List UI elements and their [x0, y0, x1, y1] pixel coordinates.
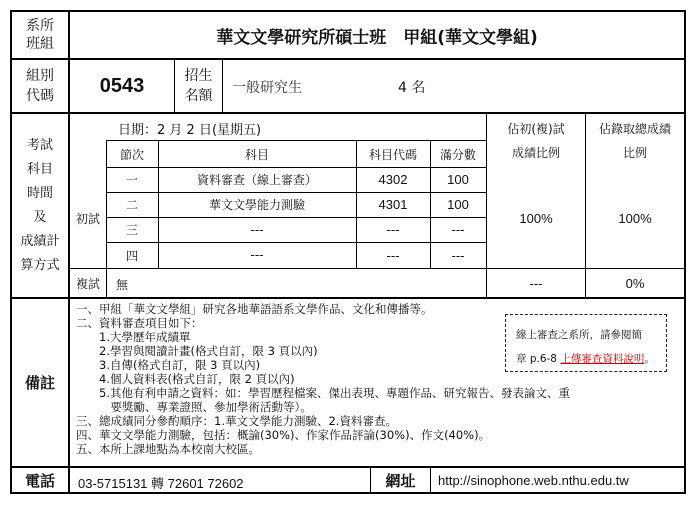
table-row-code: --- [386, 222, 400, 237]
quota-value: 4 名 [398, 80, 426, 96]
table-row-session: 一 [125, 173, 138, 187]
note-line: 4.個人資料表(格式自訂，限 2 頁以內) [76, 372, 295, 386]
online-review-notice [505, 314, 667, 372]
notice-prefix: 章 p.6-8 [516, 353, 561, 365]
note-line: 5.其他有利申請之資料：如：學習歷程檔案、傑出表現、專題作品、研究報告、發表論文、重 [76, 386, 570, 400]
table-row-subject: 資料審查（線上審查） [196, 173, 317, 187]
quota-label: 招生 名額 [184, 68, 213, 104]
ratio-final-value: 100% [618, 210, 652, 226]
note-line: 三、總成績同分參酌順序：1.華文文學能力測驗、2.資料審查。 [76, 414, 397, 428]
table-row-code: --- [386, 247, 400, 263]
col-code: 科目代碼 [368, 147, 417, 162]
table-row-session: 二 [125, 198, 138, 212]
note-line: 一、甲組「華文文學組」研究各地華語語系文學作品、文化和傳播等。 [76, 302, 433, 316]
group-code: 0543 [99, 74, 145, 97]
note-line: 3.自傳(格式自訂，限 3 頁以內) [76, 358, 261, 372]
phone-label: 電話 [24, 472, 55, 490]
table-row-score: --- [451, 222, 465, 237]
table-row-subject: --- [250, 222, 264, 237]
retest-label: 複試 [75, 276, 100, 291]
table-row-subject: --- [250, 248, 264, 262]
note-line: 要獎勵、專業證照、參加學術活動等）。 [76, 400, 312, 414]
table-row-code: 4302 [378, 172, 408, 187]
upload-guide-link[interactable]: 上傳審查資料說明 [560, 353, 645, 365]
phone-value: 03-5715131 轉 72601 72602 [78, 476, 244, 491]
col-score: 滿分數 [439, 147, 476, 162]
retest-ratio-initial: --- [529, 275, 543, 291]
table-row-code: 4301 [378, 197, 408, 212]
exam-date: 日期：2 月 2 日(星期五) [118, 123, 262, 138]
retest-ratio-final: 0% [625, 275, 645, 291]
exam-side-label: 考試 科目 時間 及 成績計 算方式 [20, 137, 60, 273]
col-subject: 科目 [244, 147, 269, 162]
notice-line-2 [516, 351, 655, 366]
ratio-initial-value: 100% [519, 210, 553, 226]
note-line: 1.大學歷年成績單 [76, 330, 191, 344]
website-url[interactable]: http://sinophone.web.nthu.edu.tw [438, 473, 629, 488]
dept-label: 系所 班組 [26, 18, 54, 52]
table-row-score: 100 [447, 197, 469, 212]
notice-line-1: 線上審查之系所，請參閱簡 [516, 329, 642, 341]
note-line: 二、資料審查項目如下： [76, 316, 203, 330]
table-row-score: --- [451, 247, 465, 263]
notice-suffix: 。 [644, 353, 655, 365]
col-session: 節次 [119, 147, 144, 162]
ratio-initial-label: 佔初(複)試 成績比例 [507, 121, 565, 160]
table-row-session: 三 [125, 223, 138, 237]
page-title: 華文文學研究所碩士班 甲組(華文文學組) [216, 27, 538, 48]
group-code-label: 組別 代碼 [26, 68, 54, 104]
note-line: 2.學習與閱讀計畫(格式自訂，限 3 頁以內) [76, 344, 318, 358]
table-row-session: 四 [125, 248, 138, 263]
website-label: 網址 [385, 472, 416, 490]
note-line: 五、本所上課地點為本校南大校區。 [76, 442, 260, 456]
note-line: 四、華文文學能力測驗，包括：概論(30%)、作家作品評論(30%)、作文(40%)。 [76, 428, 491, 442]
table-row-score: 100 [447, 172, 469, 187]
table-row-subject: 華文文學能力測驗 [208, 198, 305, 212]
student-category: 一般研究生 [232, 80, 302, 96]
retest-value: 無 [116, 278, 129, 292]
initial-label: 初試 [75, 211, 100, 226]
notes-label: 備註 [24, 374, 55, 392]
ratio-final-label: 佔錄取總成績 比例 [598, 121, 671, 160]
